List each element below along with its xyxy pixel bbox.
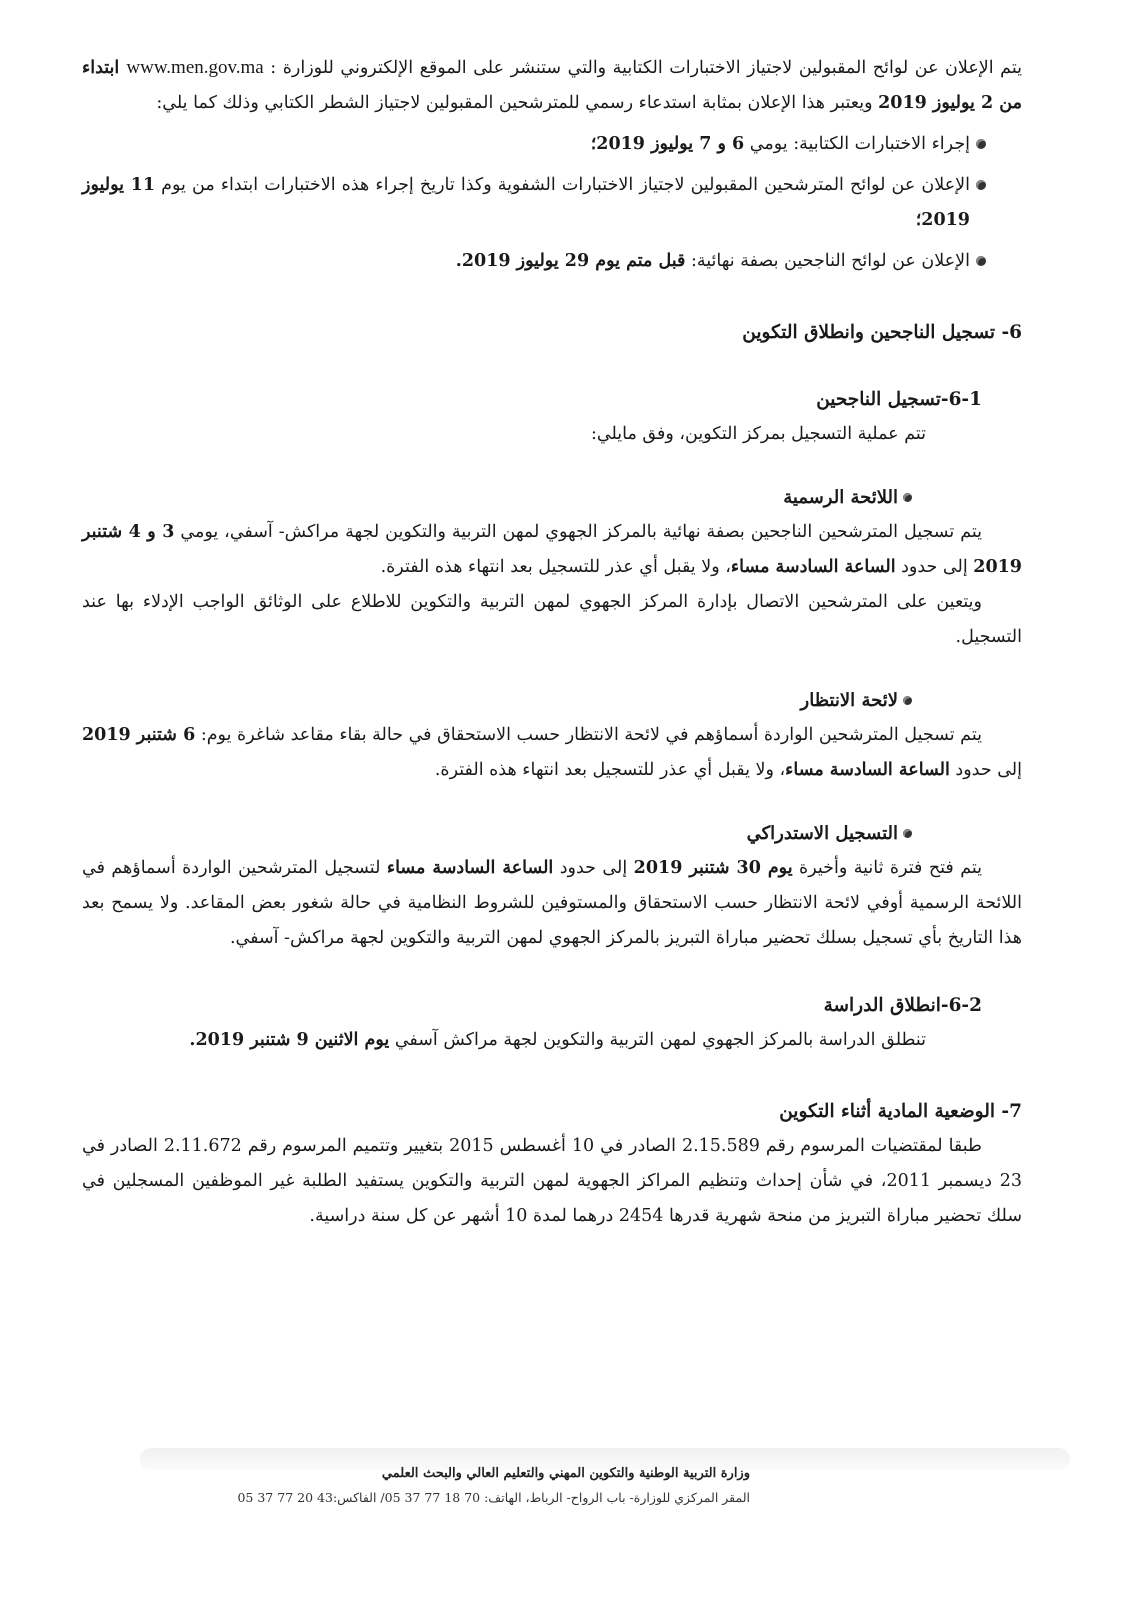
schedule-list	[82, 127, 1022, 279]
bullet-icon	[903, 696, 912, 705]
official-list-title: اللائحة الرسمية	[783, 487, 898, 508]
intro-date: ابتداء من 2 يوليوز 2019	[82, 58, 1022, 113]
paragraph-text: ، ولا يقبل أي عذر للتسجيل بعد انتهاء هذه الفترة.	[380, 557, 731, 577]
bullet-icon	[976, 180, 986, 190]
section-7-paragraph: طبقا لمقتضيات المرسوم رقم 2.15.589 الصادر في 10 أغسطس 2015 بتغيير وتتميم المرسوم رقم 2.11.672 الصادر في 23 ديسمبر 2011، في شأن إحداث وتنظيم المراكز الجهوية لمهن التربية والتكوين يستفيد الطلبة غير الموظفين المسجلين في سلك تحضير مباراة التبريز من منحة شهرية قدرها 2454 درهما لمدة 10 أشهر عن كل سنة دراسية.	[82, 1136, 1022, 1226]
bullet-date: 11 يوليوز 2019؛	[82, 175, 970, 230]
subsection-6-2-text	[82, 1023, 1022, 1058]
study-start-date: يوم الاثنين 9 شتنبر 2019.	[189, 1030, 390, 1050]
subsection-6-1-heading: 6-1-تسجيل الناجحين	[816, 389, 982, 410]
bullet-icon	[976, 256, 986, 266]
section-6-heading: 6- تسجيل الناجحين وانطلاق التكوين	[742, 322, 1022, 343]
section-7-heading: 7- الوضعية المادية أثناء التكوين	[779, 1101, 1022, 1122]
deadline-time: الساعة السادسة مساء	[730, 557, 896, 577]
list-item	[82, 127, 1022, 162]
waiting-list-date: 6 شتنبر 2019	[82, 725, 196, 745]
ministry-website-link[interactable]: www.men.gov.ma	[126, 57, 264, 78]
catchup-registration-heading	[82, 816, 1022, 851]
catchup-registration-paragraph	[82, 851, 1022, 956]
paragraph-text: إلى حدود	[949, 760, 1022, 780]
bullet-icon	[903, 829, 912, 838]
official-list-paragraph	[82, 515, 1022, 585]
catchup-date: يوم 30 شتنبر 2019	[633, 858, 793, 878]
paragraph-text: تنطلق الدراسة بالمركز الجهوي لمهن التربية والتكوين لجهة مراكش آسفي	[389, 1030, 926, 1050]
bullet-text: الإعلان عن لوائح المترشحين المقبولين لاجتياز الاختبارات الشفوية وكذا تاريخ إجراء هذه الاختبارات ابتداء من يوم	[155, 175, 970, 195]
bullet-icon	[903, 493, 912, 502]
official-list-heading	[82, 480, 1022, 515]
paragraph-text: لتسجيل المترشحين الواردة أسماؤهم في اللائحة الرسمية أوفي لائحة الانتظار حسب الاستحقاق والمستوفين للشروط النظامية في حالة شغور بعض المقاعد. ولا يسمح بعد هذا التاريخ بأي تسجيل بسلك تحضير مباراة التبريز بالمركز الجهوي لمهن التربية والتكوين لجهة مراكش- آسفي.	[82, 858, 1022, 948]
official-list-documents-paragraph: ويتعين على المترشحين الاتصال بإدارة المركز الجهوي لمهن التربية والتكوين للاطلاع على الوثائق الواجب الإدلاء بها عند التسجيل.	[82, 592, 1022, 647]
registration-dates: 3 و 4 شتنبر 2019	[82, 522, 1022, 577]
bullet-date: 6 و 7 يوليوز 2019؛	[590, 134, 745, 154]
waiting-list-heading	[82, 683, 1022, 718]
document-body	[82, 50, 1022, 1234]
deadline-time: الساعة السادسة مساء	[785, 760, 950, 780]
subsection-6-1-text: تتم عملية التسجيل بمركز التكوين، وفق مايلي:	[590, 424, 926, 444]
paragraph-text: إلى حدود	[895, 557, 974, 577]
subsection-6-2-heading: 6-2-انطلاق الدراسة	[823, 995, 982, 1016]
page-footer	[0, 1442, 1132, 1600]
paragraph-text: ، ولا يقبل أي عذر للتسجيل بعد انتهاء هذه الفترة.	[434, 760, 786, 780]
catchup-registration-title: التسجيل الاستدراكي	[746, 823, 898, 844]
deadline-time: الساعة السادسة مساء	[386, 858, 554, 878]
bullet-icon	[976, 139, 986, 149]
paragraph-text: يتم تسجيل المترشحين الناجحين بصفة نهائية بالمركز الجهوي لمهن التربية والتكوين لجهة مراكش- آسفي، يومي	[174, 522, 983, 542]
intro-text: يتم الإعلان عن لوائح المقبولين لاجتياز الاختبارات الكتابية والتي ستنشر على الموقع الإلكتروني للوزارة :	[263, 58, 1022, 78]
waiting-list-paragraph	[82, 718, 1022, 788]
bullet-text: الإعلان عن لوائح الناجحين بصفة نهائية:	[685, 251, 970, 271]
list-item	[82, 168, 1022, 238]
intro-paragraph	[82, 50, 1022, 121]
footer-ministry-name: وزارة التربية الوطنية والتكوين المهني والتعليم العالي والبحث العلمي	[381, 1466, 750, 1481]
paragraph-text: إلى حدود	[553, 858, 634, 878]
paragraph-text: يتم تسجيل المترشحين الواردة أسماؤهم في لائحة الانتظار حسب الاستحقاق في حالة بقاء مقاعد شاغرة يوم:	[195, 725, 982, 745]
intro-text-end: ويعتبر هذا الإعلان بمثابة استدعاء رسمي للمترشحين المقبولين لاجتياز الشطر الكتابي وذلك كما يلي:	[156, 93, 879, 113]
paragraph-text: يتم فتح فترة ثانية وأخيرة	[792, 858, 983, 878]
footer-address: المقر المركزي للوزارة- باب الرواح- الرباط، الهاتف: 70 18 77 37 05/ الفاكس:43 20 77 37 05	[237, 1490, 750, 1505]
list-item	[82, 244, 1022, 279]
waiting-list-title: لائحة الانتظار	[800, 690, 898, 711]
bullet-text: إجراء الاختبارات الكتابية: يومي	[744, 134, 970, 154]
bullet-date: قبل متم يوم 29 يوليوز 2019.	[455, 251, 686, 271]
